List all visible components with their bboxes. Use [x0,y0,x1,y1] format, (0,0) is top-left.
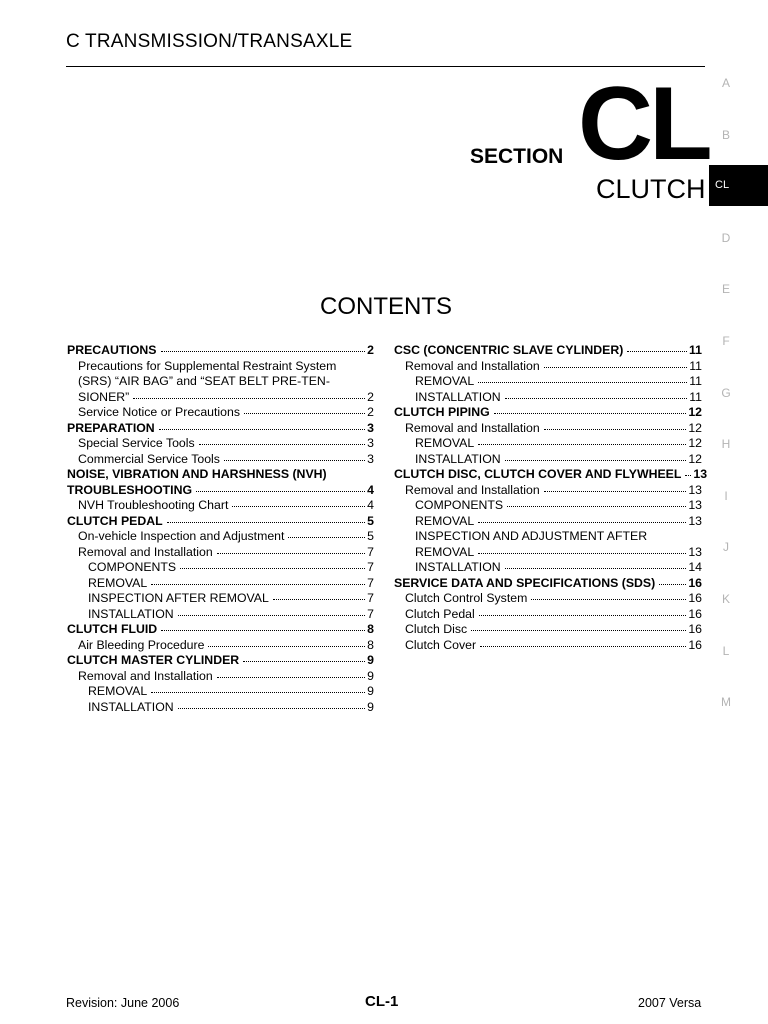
toc-entry-page: 9 [367,699,374,714]
tab-index-i[interactable]: I [724,488,728,503]
toc-entry-title: Clutch Disc [405,622,468,636]
toc-leader-dots [151,692,365,693]
tab-index-cl[interactable]: CL [709,165,768,206]
toc-entry-title: REMOVAL [88,575,148,590]
toc-entry-page: 2 [367,389,374,404]
toc-entry-page: 16 [688,591,702,605]
section-name: CLUTCH [596,174,706,204]
toc-entry-title: INSTALLATION [415,451,501,466]
toc-leader-dots [478,553,686,554]
toc-leader-dots [159,429,365,430]
toc-entry-page: 12 [688,451,702,466]
toc-leader-dots [224,460,365,461]
toc-leader-dots [196,491,365,492]
toc-entry-page: 3 [367,420,374,435]
toc-leader-dots [494,413,687,414]
toc-entry-page: 7 [367,575,374,590]
contents-title: CONTENTS [320,293,452,320]
toc-entry-title: COMPONENTS [415,498,504,512]
toc-leader-dots [478,444,686,445]
toc-leader-dots [479,615,687,616]
tab-index-k[interactable]: K [721,592,730,606]
toc-entry-page: 2 [367,405,374,419]
toc-entry-title: CLUTCH PEDAL [67,513,163,528]
toc-leader-dots [544,367,688,368]
toc-leader-dots [544,429,687,430]
toc-entry-line: INSPECTION AND ADJUSTMENT AFTER [415,529,648,543]
toc-entry-line: Precautions for Supplemental Restraint System [78,358,337,373]
tab-index-j[interactable]: J [723,540,729,555]
toc-entry-page: 16 [688,622,702,636]
toc-entry-title: TROUBLESHOOTING [67,482,193,497]
toc-entry[interactable] [67,405,374,421]
toc-entry-title: CSC (CONCENTRIC SLAVE CYLINDER) [394,343,624,357]
toc-entry-page: 7 [367,591,374,605]
toc-entry-page: 7 [367,560,374,574]
toc-entry-page: 9 [367,684,374,698]
toc-entry-page: 13 [688,482,702,497]
toc-leader-dots [151,584,365,585]
toc-leader-dots [217,677,365,678]
toc-entry[interactable] [394,638,702,654]
toc-leader-dots [471,630,686,631]
toc-entry-title: Air Bleeding Procedure [78,637,205,652]
toc-entry[interactable] [67,684,374,700]
toc-entry[interactable] [67,545,374,561]
toc-leader-dots [685,475,691,476]
section-code: CL [578,66,709,182]
toc-entry[interactable] [67,421,374,437]
toc-leader-dots [505,398,688,399]
toc-leader-dots [531,599,686,600]
toc-entry[interactable] [394,405,702,421]
toc-leader-dots [244,413,365,414]
footer-model: 2007 Versa [638,996,702,1010]
toc-entry[interactable] [67,653,374,669]
toc-entry-page: 8 [367,637,374,652]
toc-entry-page: 9 [367,653,374,667]
toc-entry-title: REMOVAL [415,513,475,528]
toc-entry-page: 12 [688,420,702,435]
toc-entry-title: REMOVAL [415,374,475,388]
toc-entry-title: REMOVAL [415,436,475,450]
toc-leader-dots [273,599,365,600]
toc-right-column [394,343,708,653]
toc-entry[interactable] [67,343,374,359]
toc-entry-line: NOISE, VIBRATION AND HARSHNESS (NVH) [67,467,327,481]
toc-entry-title: Commercial Service Tools [78,451,220,466]
toc-entry-page: 11 [689,343,702,357]
toc-entry-title: CLUTCH PIPING [394,405,490,419]
toc-entry-title: Removal and Installation [405,482,540,497]
toc-entry[interactable] [394,483,702,499]
toc-entry-title: CLUTCH FLUID [67,622,158,636]
toc-entry[interactable] [67,576,374,592]
toc-entry[interactable] [67,390,374,406]
toc-entry-page: 4 [367,482,374,497]
toc-entry[interactable] [394,560,702,576]
toc-entry[interactable] [67,622,374,638]
toc-entry[interactable] [394,467,708,483]
toc-entry-title: INSPECTION AFTER REMOVAL [88,591,269,605]
toc-entry[interactable] [394,359,702,375]
tab-index-a[interactable]: A [721,76,730,90]
toc-entry-page: 5 [367,513,374,528]
toc-entry-title: Removal and Installation [78,544,213,559]
toc-entry-line: (SRS) “AIR BAG” and “SEAT BELT PRE-TEN- [78,374,330,388]
toc-entry[interactable] [67,436,374,452]
toc-entry-page: 12 [688,436,702,450]
toc-leader-dots [507,506,686,507]
toc-entry-page: 11 [689,389,702,404]
toc-entry-page: 16 [688,637,702,652]
tab-index-m[interactable]: M [721,695,731,710]
tab-index-e[interactable]: E [721,282,730,297]
toc-entry[interactable] [67,483,374,499]
toc-entry[interactable] [67,638,374,654]
toc-entry-page: 8 [367,622,374,636]
toc-entry-page: 14 [688,560,702,574]
toc-leader-dots [505,460,687,461]
toc-entry[interactable] [67,498,374,514]
toc-entry-page: 9 [367,668,374,683]
toc-leader-dots [167,522,366,523]
toc-entry-page: 11 [689,374,702,388]
tab-index-b[interactable]: B [721,127,730,142]
toc-entry[interactable] [394,545,702,561]
toc-entry[interactable] [67,560,374,576]
toc-entry-title: CLUTCH DISC, CLUTCH COVER AND FLYWHEEL [394,467,682,481]
toc-entry-title: Removal and Installation [78,668,213,683]
toc-entry-page: 3 [367,436,374,450]
toc-entry[interactable] [67,669,374,685]
toc-entry-title: CLUTCH MASTER CYLINDER [67,653,240,667]
toc-leader-dots [178,708,366,709]
toc-entry-page: 16 [688,606,702,621]
toc-entry-page: 4 [367,498,374,512]
toc-leader-dots [478,522,686,523]
toc-entry-page: 7 [367,544,374,559]
toc-leader-dots [199,444,366,445]
toc-leader-dots [480,646,686,647]
toc-entry[interactable] [394,514,702,530]
toc-entry-title: COMPONENTS [88,560,177,574]
toc-entry[interactable] [67,700,374,716]
section-label: SECTION [470,145,564,168]
toc-entry[interactable] [394,452,702,468]
toc-entry-title: SIONER” [78,389,130,404]
toc-leader-dots [232,506,365,507]
toc-entry-page: 12 [688,405,702,419]
toc-entry[interactable] [394,607,702,623]
footer-page-number: CL-1 [365,993,399,1010]
toc-entry-title: REMOVAL [88,684,148,698]
toc-leader-dots [133,398,365,399]
toc-entry-title: NVH Troubleshooting Chart [78,498,229,512]
toc-leader-dots [288,537,365,538]
toc-leader-dots [161,351,366,352]
toc-entry-title: PRECAUTIONS [67,343,157,357]
tab-index-h[interactable]: H [721,437,731,452]
toc-entry-title: INSTALLATION [88,606,174,621]
toc-entry-page: 13 [688,513,702,528]
toc-entry-title: Removal and Installation [405,420,540,435]
toc-entry[interactable] [67,591,374,607]
toc-entry[interactable] [67,607,374,623]
toc-entry-page: 11 [689,358,702,373]
toc-entry[interactable] [394,591,702,607]
toc-leader-dots [217,553,365,554]
toc-entry-title: Clutch Pedal [405,606,475,621]
toc-entry-title: INSTALLATION [415,560,501,574]
toc-leader-dots [178,615,366,616]
toc-entry[interactable] [394,436,702,452]
toc-entry[interactable] [394,622,702,638]
toc-entry-title: PREPARATION [67,420,155,435]
toc-entry-title: Special Service Tools [78,436,195,450]
tab-index-g[interactable]: G [721,385,731,400]
toc-leader-dots [478,382,687,383]
toc-entry-page: 7 [367,606,374,621]
toc-entry[interactable] [394,343,702,359]
toc-entry-title: Service Notice or Precautions [78,405,240,419]
toc-entry-page: 2 [367,343,374,357]
header-title: C TRANSMISSION/TRANSAXLE [66,31,353,52]
toc-leader-dots [505,568,687,569]
toc-leader-dots [544,491,687,492]
toc-entry-title: INSTALLATION [88,699,174,714]
toc-entry[interactable] [394,390,702,406]
toc-entry[interactable] [394,498,702,514]
toc-entry-title: Removal and Installation [405,358,540,373]
toc-leader-dots [659,584,686,585]
toc-leader-dots [161,630,365,631]
toc-entry-page: 5 [367,529,374,543]
tab-index-l[interactable]: L [722,643,730,658]
toc-entry[interactable] [394,576,702,592]
tab-index-f[interactable]: F [722,334,730,348]
toc-entry[interactable] [67,529,374,545]
toc-leader-dots [243,661,365,662]
toc-leader-dots [208,646,365,647]
toc-entry-page: 13 [688,544,702,559]
tab-index-d[interactable]: D [721,230,731,245]
toc-entry-title: SERVICE DATA AND SPECIFICATIONS (SDS) [394,575,656,590]
toc-entry-title: On-vehicle Inspection and Adjustment [78,529,285,543]
toc-leader-dots [180,568,365,569]
toc-entry-title: Clutch Cover [405,637,477,652]
toc-entry-page: 3 [367,451,374,466]
toc-entry-page: 13 [688,498,702,512]
toc-entry-title: REMOVAL [415,544,475,559]
toc-leader-dots [627,351,687,352]
toc-entry-title: Clutch Control System [405,591,528,605]
toc-entry[interactable] [394,421,702,437]
toc-entry[interactable] [394,374,702,390]
footer-revision: Revision: June 2006 [66,996,180,1010]
toc-left-column [67,343,374,715]
toc-entry-page: 13 [693,467,708,481]
toc-entry[interactable] [67,452,374,468]
toc-entry-title: INSTALLATION [415,389,501,404]
toc-entry[interactable] [67,514,374,530]
toc-entry-page: 16 [688,575,702,590]
